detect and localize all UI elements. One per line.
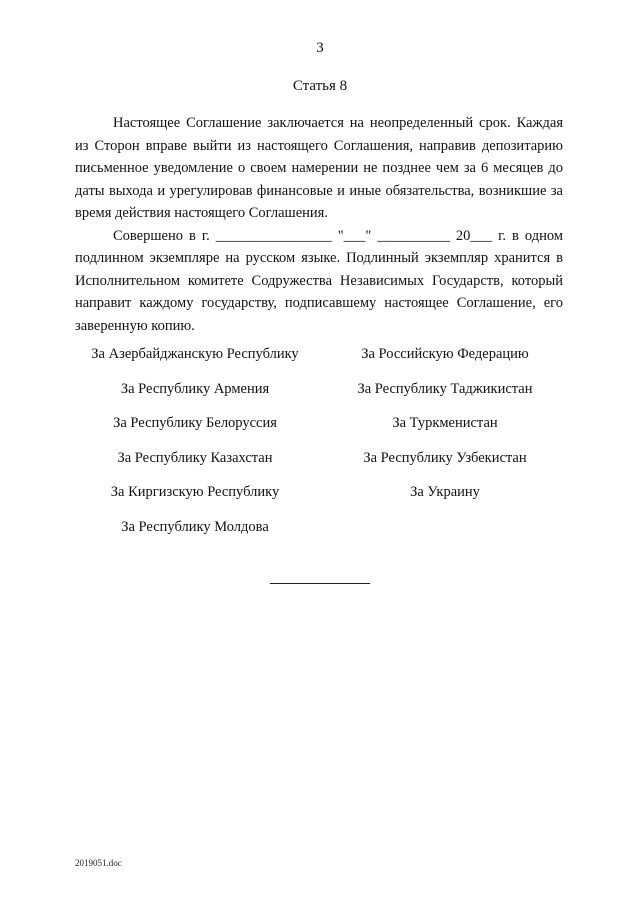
signatory-kyrgyzstan: За Киргизскую Республику [110, 484, 280, 500]
footer-file-name: 2019051.doc [75, 858, 122, 868]
paragraph-term: Настоящее Соглашение заключается на неопределенный срок. Каждая из Сторон вправе выйти из настоящего Соглашения, направив депозитарию письменное уведомление о своем намерении не позднее чем за 6 месяцев до даты выхода и урегулировав финансовые и иные обязательства, возникшие за время действия настоящего Соглашения. [75, 115, 563, 221]
signatory-belarus: За Республику Белоруссия [113, 415, 277, 431]
signatories-left-column [70, 342, 320, 549]
signatory-kazakhstan: За Республику Казахстан [117, 449, 273, 466]
signatory-russia: За Российскую Федерацию [361, 346, 529, 362]
signatory-moldova: За Республику Молдова [121, 518, 269, 535]
paragraph-done-at: Совершено в г. ________________ "___" __________ 20___ г. в одном подлинном экземпляре на русском языке. Подлинный экземпляр хранится в Исполнительном комитете Содружества Независимых Государств, который направит каждому государству, подписавшему настоящее Соглашение, его заверенную копию. [75, 227, 563, 334]
signatories-right-column [320, 342, 570, 515]
page-number: 3 [316, 40, 324, 56]
signatory-turkmenistan: За Туркменистан [392, 415, 498, 431]
signatory-azerbaijan: За Азербайджанскую Республику [91, 346, 299, 362]
signatory-armenia: За Республику Армения [120, 380, 270, 397]
signatory-ukraine: За Украину [410, 484, 480, 500]
signatory-tajikistan: За Республику Таджикистан [357, 380, 533, 397]
article-body [75, 112, 563, 337]
signatory-uzbekistan: За Республику Узбекистан [363, 449, 527, 466]
end-divider [270, 583, 370, 584]
article-title: Статья 8 [292, 78, 348, 94]
